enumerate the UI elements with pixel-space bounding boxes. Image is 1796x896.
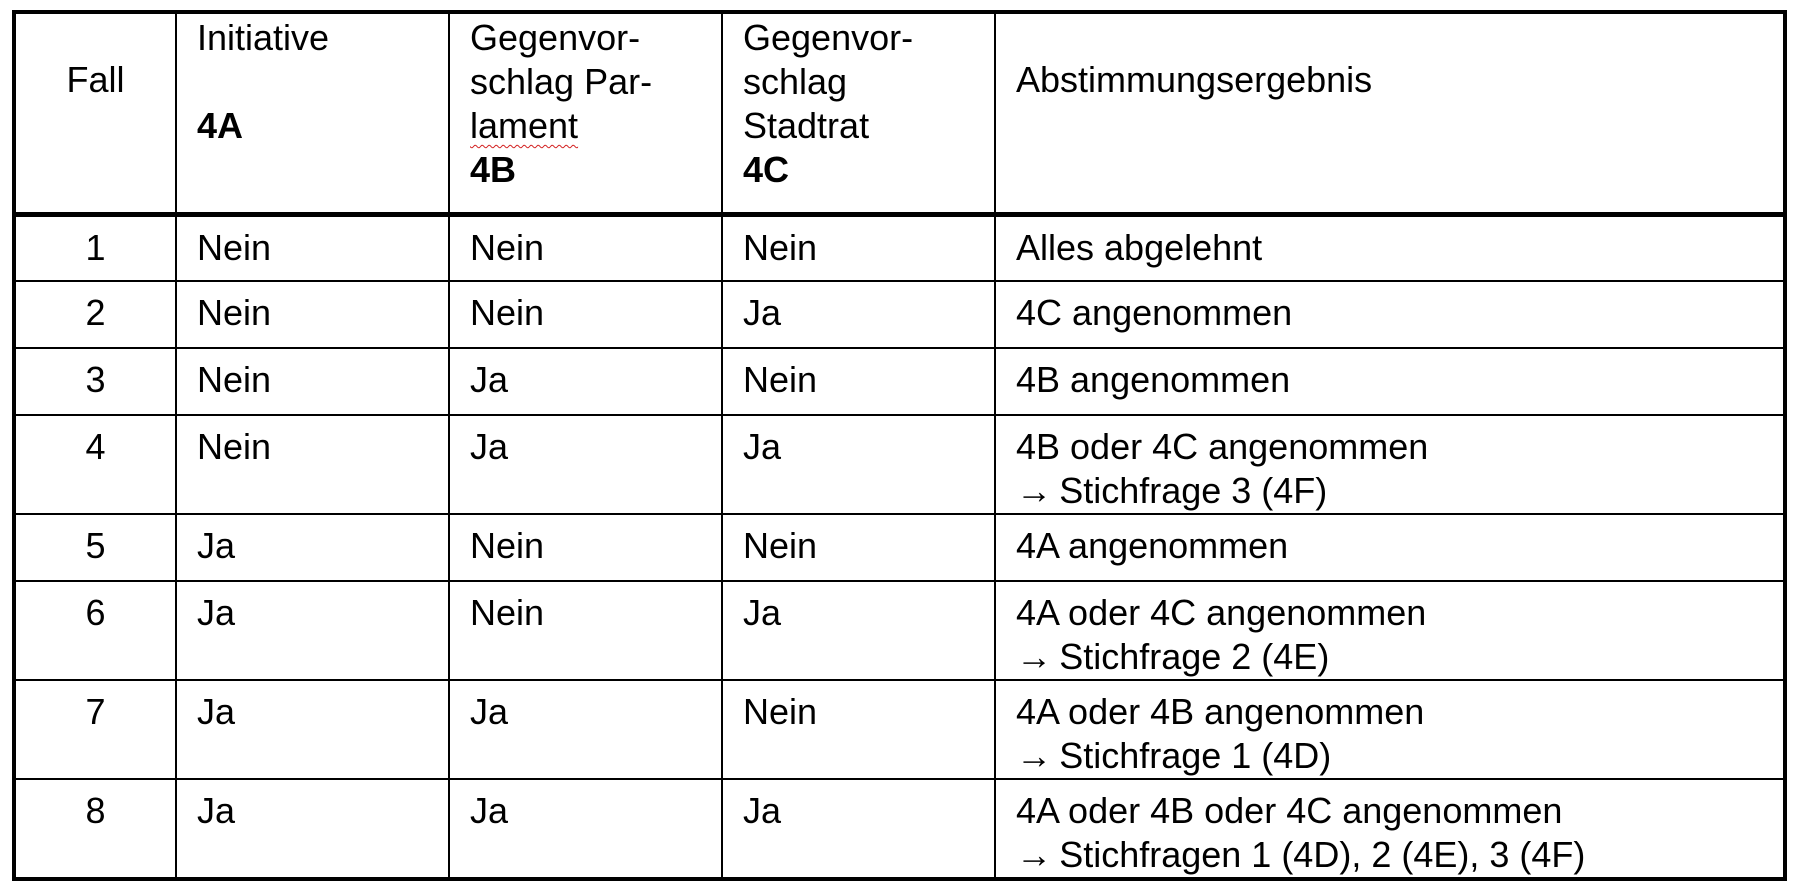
header-parlament-line2: schlag Par- <box>470 61 653 102</box>
header-gegenvorschlag-stadtrat <box>722 12 995 214</box>
cell-ergebnis <box>995 214 1785 281</box>
table-body <box>14 214 1785 879</box>
cell-parlament: Nein <box>449 514 722 581</box>
cell-ergebnis <box>995 415 1785 514</box>
cell-ergebnis <box>995 281 1785 348</box>
cell-stadtrat: Nein <box>722 214 995 281</box>
stichfrage-line <box>1016 635 1763 679</box>
arrow-right-icon: → <box>1016 735 1052 776</box>
cell-stadtrat: Ja <box>722 779 995 879</box>
stichfrage-line <box>1016 734 1763 778</box>
result-text: 4A oder 4B oder 4C angenommen <box>1016 790 1563 831</box>
cell-fall: 8 <box>14 779 176 879</box>
result-text: 4A oder 4B angenommen <box>1016 691 1425 732</box>
cell-parlament: Nein <box>449 581 722 680</box>
stichfrage-text: Stichfrage 1 (4D) <box>1059 735 1332 776</box>
cell-initiative: Ja <box>176 581 449 680</box>
cell-stadtrat: Nein <box>722 514 995 581</box>
cell-fall: 5 <box>14 514 176 581</box>
stichfrage-text: Stichfragen 1 (4D), 2 (4E), 3 (4F) <box>1059 834 1586 875</box>
stichfrage-text: Stichfrage 2 (4E) <box>1059 636 1330 677</box>
header-gegenvorschlag-parlament <box>449 12 722 214</box>
result-text: Alles abgelehnt <box>1016 226 1263 268</box>
cell-stadtrat: Ja <box>722 281 995 348</box>
cell-ergebnis <box>995 581 1785 680</box>
cell-initiative: Ja <box>176 514 449 581</box>
result-text: 4C angenommen <box>1016 292 1293 333</box>
cell-initiative: Ja <box>176 779 449 879</box>
cell-stadtrat: Ja <box>722 415 995 514</box>
header-parlament-code: 4B <box>470 149 517 190</box>
header-initiative-code: 4A <box>197 105 244 146</box>
cell-fall: 7 <box>14 680 176 779</box>
header-stadtrat-line1: Gegenvor- <box>743 17 914 58</box>
cell-ergebnis <box>995 779 1785 879</box>
result-text: 4A angenommen <box>1016 525 1289 566</box>
cell-parlament: Nein <box>449 281 722 348</box>
cell-fall: 6 <box>14 581 176 680</box>
table-row <box>14 581 1785 680</box>
result-text: 4A oder 4C angenommen <box>1016 592 1427 633</box>
arrow-right-icon: → <box>1016 834 1052 875</box>
cell-fall: 3 <box>14 348 176 415</box>
cell-fall: 2 <box>14 281 176 348</box>
header-fall: Fall <box>14 12 176 214</box>
table-row <box>14 680 1785 779</box>
table-row <box>14 415 1785 514</box>
table-row <box>14 779 1785 879</box>
header-abstimmungsergebnis: Abstimmungsergebnis <box>995 12 1785 214</box>
header-stadtrat-code: 4C <box>743 149 790 190</box>
stichfrage-line <box>1016 469 1763 513</box>
header-stadtrat-line2: schlag <box>743 61 848 102</box>
cell-initiative: Nein <box>176 281 449 348</box>
cell-parlament: Ja <box>449 415 722 514</box>
table-row <box>14 514 1785 581</box>
cell-initiative: Ja <box>176 680 449 779</box>
header-parlament-line1: Gegenvor- <box>470 17 641 58</box>
voting-outcome-table <box>12 10 1787 881</box>
cell-parlament: Nein <box>449 214 722 281</box>
header-initiative-label: Initiative <box>197 17 330 58</box>
table-row <box>14 281 1785 348</box>
arrow-right-icon: → <box>1016 470 1052 511</box>
table-header <box>14 12 1785 214</box>
cell-initiative: Nein <box>176 415 449 514</box>
header-initiative <box>176 12 449 214</box>
header-parlament-line3: lament <box>470 105 579 146</box>
cell-ergebnis <box>995 514 1785 581</box>
table-row <box>14 348 1785 415</box>
cell-initiative: Nein <box>176 348 449 415</box>
cell-stadtrat: Nein <box>722 680 995 779</box>
cell-ergebnis <box>995 348 1785 415</box>
arrow-right-icon: → <box>1016 636 1052 677</box>
cell-stadtrat: Ja <box>722 581 995 680</box>
cell-stadtrat: Nein <box>722 348 995 415</box>
result-text: 4B angenommen <box>1016 359 1291 400</box>
stichfrage-line <box>1016 833 1763 877</box>
result-text: 4B oder 4C angenommen <box>1016 426 1429 467</box>
cell-fall: 4 <box>14 415 176 514</box>
cell-initiative: Nein <box>176 214 449 281</box>
cell-ergebnis <box>995 680 1785 779</box>
cell-parlament: Ja <box>449 779 722 879</box>
cell-parlament: Ja <box>449 680 722 779</box>
header-stadtrat-line3: Stadtrat <box>743 105 870 146</box>
stichfrage-text: Stichfrage 3 (4F) <box>1059 470 1328 511</box>
cell-fall: 1 <box>14 214 176 281</box>
table-row <box>14 214 1785 281</box>
header-row <box>14 12 1785 214</box>
cell-parlament: Ja <box>449 348 722 415</box>
